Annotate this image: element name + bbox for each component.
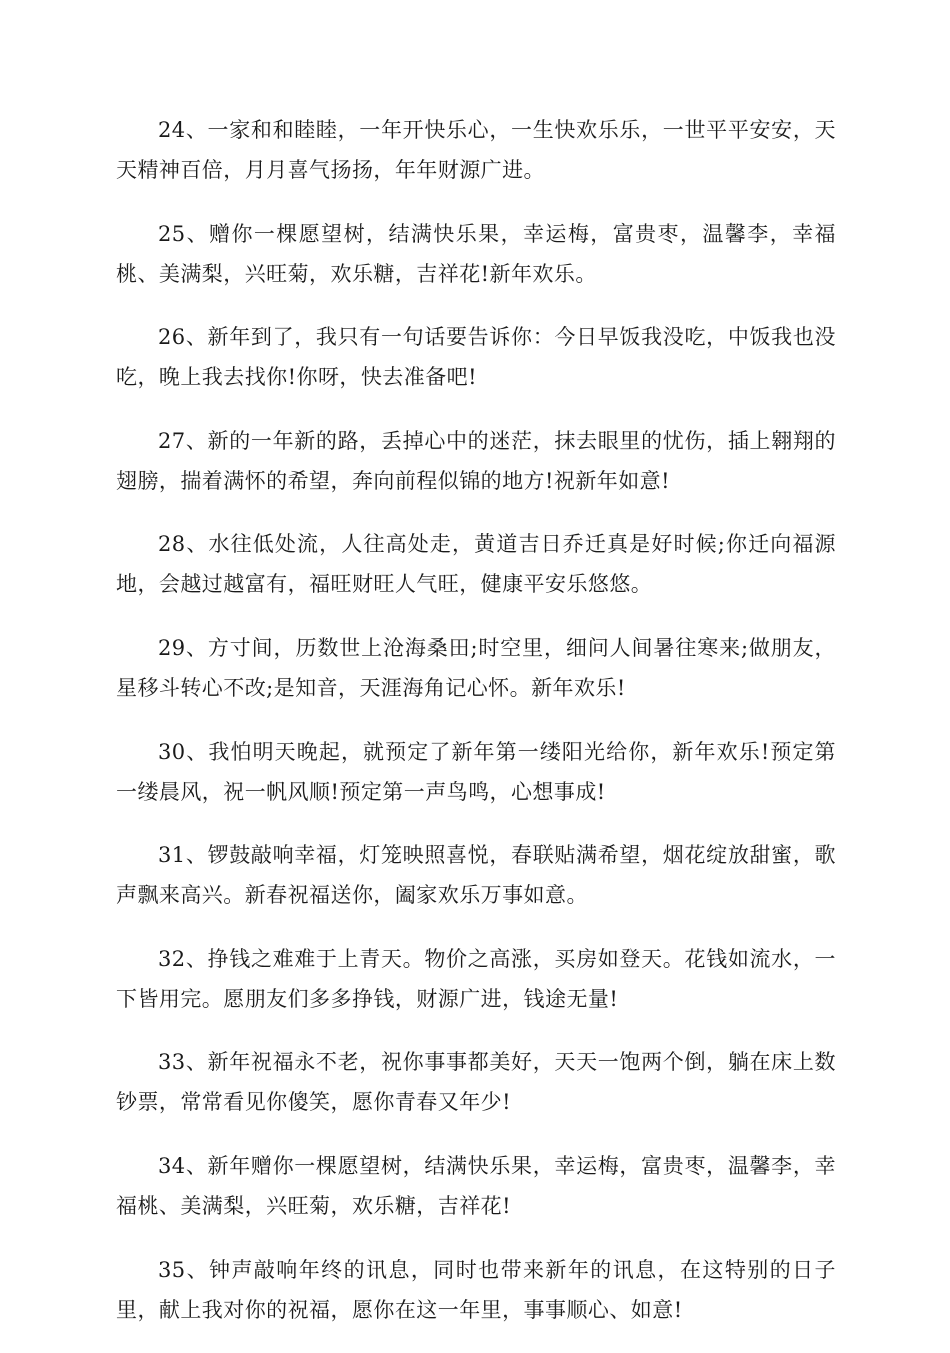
paragraph-32: 32、挣钱之难难于上青天。物价之高涨，买房如登天。花钱如流水，一下皆用完。愿朋友们多多挣钱，财源广进，钱途无量!: [116, 946, 836, 1011]
paragraph-27: 27、新的一年新的路，丢掉心中的迷茫，抹去眼里的忧伤，插上翱翔的翅膀，揣着满怀的希望，奔向前程似锦的地方!祝新年如意!: [116, 428, 836, 493]
paragraph-31: 31、锣鼓敲响幸福，灯笼映照喜悦，春联贴满希望，烟花绽放甜蜜，歌声飘来高兴。新春祝福送你，阖家欢乐万事如意。: [116, 843, 836, 908]
paragraph-26: 26、新年到了，我只有一句话要告诉你：今日早饭我没吃，中饭我也没吃，晚上我去找你!你呀，快去准备吧!: [116, 325, 836, 390]
paragraph-24: 24、一家和和睦睦，一年开快乐心，一生快欢乐乐，一世平平安安，天天精神百倍，月月喜气扬扬，年年财源广进。: [116, 118, 836, 182]
paragraph-35: 35、钟声敲响年终的讯息，同时也带来新年的讯息，在这特别的日子里，献上我对你的祝福，愿你在这一年里，事事顺心、如意!: [116, 1257, 836, 1322]
paragraph-29: 29、方寸间，历数世上沧海桑田;时空里，细问人间暑往寒来;做朋友，星移斗转心不改;是知音，天涯海角记心怀。新年欢乐!: [116, 635, 836, 700]
paragraph-30: 30、我怕明天晚起，就预定了新年第一缕阳光给你，新年欢乐!预定第一缕晨风，祝一帆风顺!预定第一声鸟鸣，心想事成!: [116, 739, 836, 804]
paragraph-25: 25、赠你一棵愿望树，结满快乐果，幸运梅，富贵枣，温馨李，幸福桃、美满梨，兴旺菊，欢乐糖，吉祥花!新年欢乐。: [116, 221, 836, 286]
paragraph-34: 34、新年赠你一棵愿望树，结满快乐果，幸运梅，富贵枣，温馨李，幸福桃、美满梨，兴旺菊，欢乐糖，吉祥花!: [116, 1153, 836, 1218]
document-body: [116, 110, 836, 1353]
paragraph-28: 28、水往低处流，人往高处走，黄道吉日乔迁真是好时候;你迁向福源地，会越过越富有，福旺财旺人气旺，健康平安乐悠悠。: [116, 532, 836, 597]
paragraph-33: 33、新年祝福永不老，祝你事事都美好，天天一饱两个倒，躺在床上数钞票，常常看见你傻笑，愿你青春又年少!: [116, 1050, 836, 1115]
